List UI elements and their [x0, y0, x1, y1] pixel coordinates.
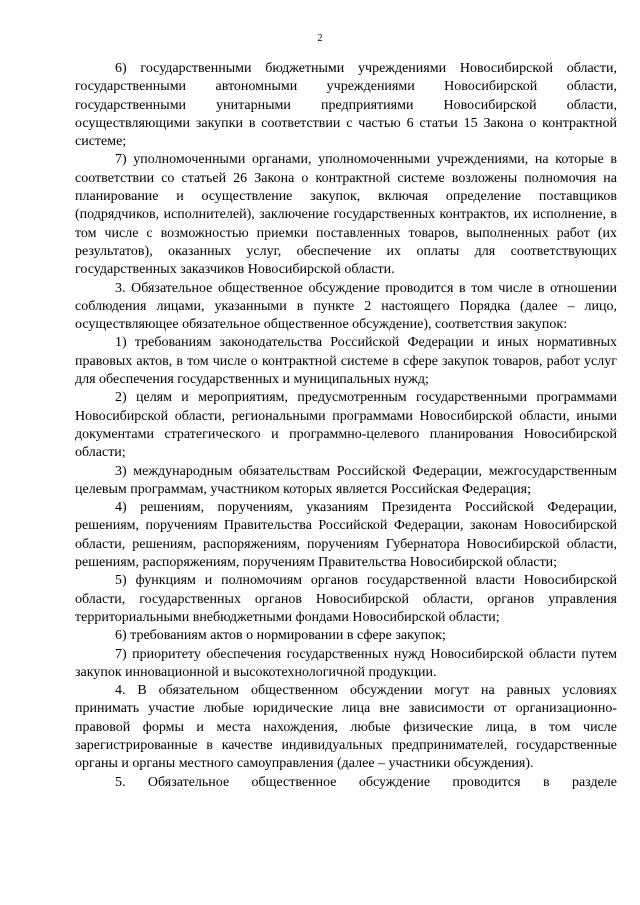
paragraph-section-3: 3. Обязательное общественное обсуждение проводится в том числе в отношении соблюдения лицами, указанными в пункте 2 настоящего Порядка (далее – лицо, осуществляющее обязательное общественное обсуждение), соответствия закупок: — [75, 280, 617, 333]
paragraph-item-6-norms: 6) требованиям актов о нормировании в сфере закупок; — [115, 628, 446, 644]
paragraph-section-4: 4. В обязательном общественном обсуждении могут на равных условиях принимать участие любые юридические лица вне зависимости от организационно-правовой формы и места нахождения, любые физические лица, в том числе зарегистрированные в качестве индивидуальных предпринимателей, государственные органы и органы местного самоуправления (далее – участники обсуждения). — [75, 683, 617, 772]
paragraph-item-4-decisions: 4) решениям, поручениям, указаниям Президента Российской Федерации, решениям, поручениям Правительства Российской Федерации, законам Новосибирской области, решениям, распоряжениям, поручениям Губернатора Новосибирской области, решениям, распоряжениям, поручениям Правительства Новосибирской области; — [75, 500, 617, 571]
paragraph-section-5: 5. Обязательное общественное обсуждение проводится в разделе — [115, 774, 617, 790]
paragraph-item-6-budget-institutions: 6) государственными бюджетными учреждениями Новосибирской области, государственными автономными учреждениями Новосибирской области, государственными унитарными предприятиями Новосибирской области, осуществляющими закупки в соответствии с частью 6 статьи 15 Закона о контрактной системе; — [75, 61, 617, 150]
paragraph-item-7-authorized-bodies: 7) уполномоченными органами, уполномоченными учреждениями, на которые в соответствии со статьей 26 Закона о контрактной системе возложены полномочия на планирование и осуществление закупок, включая определение поставщиков (подрядчиков, исполнителей), заключение государственных контрактов, их исполнение, в том числе с возможностью приемки поставленных товаров, выполненных работ (их результатов), оказанных услуг, обеспечение их оплаты для соответствующих государственных заказчиков Новосибирской области. — [75, 152, 617, 278]
paragraph-item-7-priority: 7) приоритету обеспечения государственных нужд Новосибирской области путем закупок инновационной и высокотехнологичной продукции. — [75, 646, 617, 680]
page-number: 2 — [317, 33, 323, 44]
document-body — [75, 60, 617, 792]
paragraph-item-5-functions: 5) функциям и полномочиям органов государственной власти Новосибирской области, государственных органов Новосибирской области, органов управления территориальными внебюджетными фондами Новосибирской области; — [75, 573, 617, 625]
paragraph-item-2-goals: 2) целям и мероприятиям, предусмотренным государственными программами Новосибирской области, региональными программами Новосибирской области, иными документами стратегического и программно-целевого планирования Новосибирской области; — [75, 390, 617, 461]
paragraph-item-3-international: 3) международным обязательствам Российской Федерации, межгосударственным целевым программам, участником которых является Российская Федерация; — [75, 463, 617, 497]
paragraph-item-1-legislation: 1) требованиям законодательства Российской Федерации и иных нормативных правовых актов, в том числе о контрактной системе в сфере закупок товаров, работ услуг для обеспечения государственных и муниципальных нужд; — [75, 335, 617, 388]
